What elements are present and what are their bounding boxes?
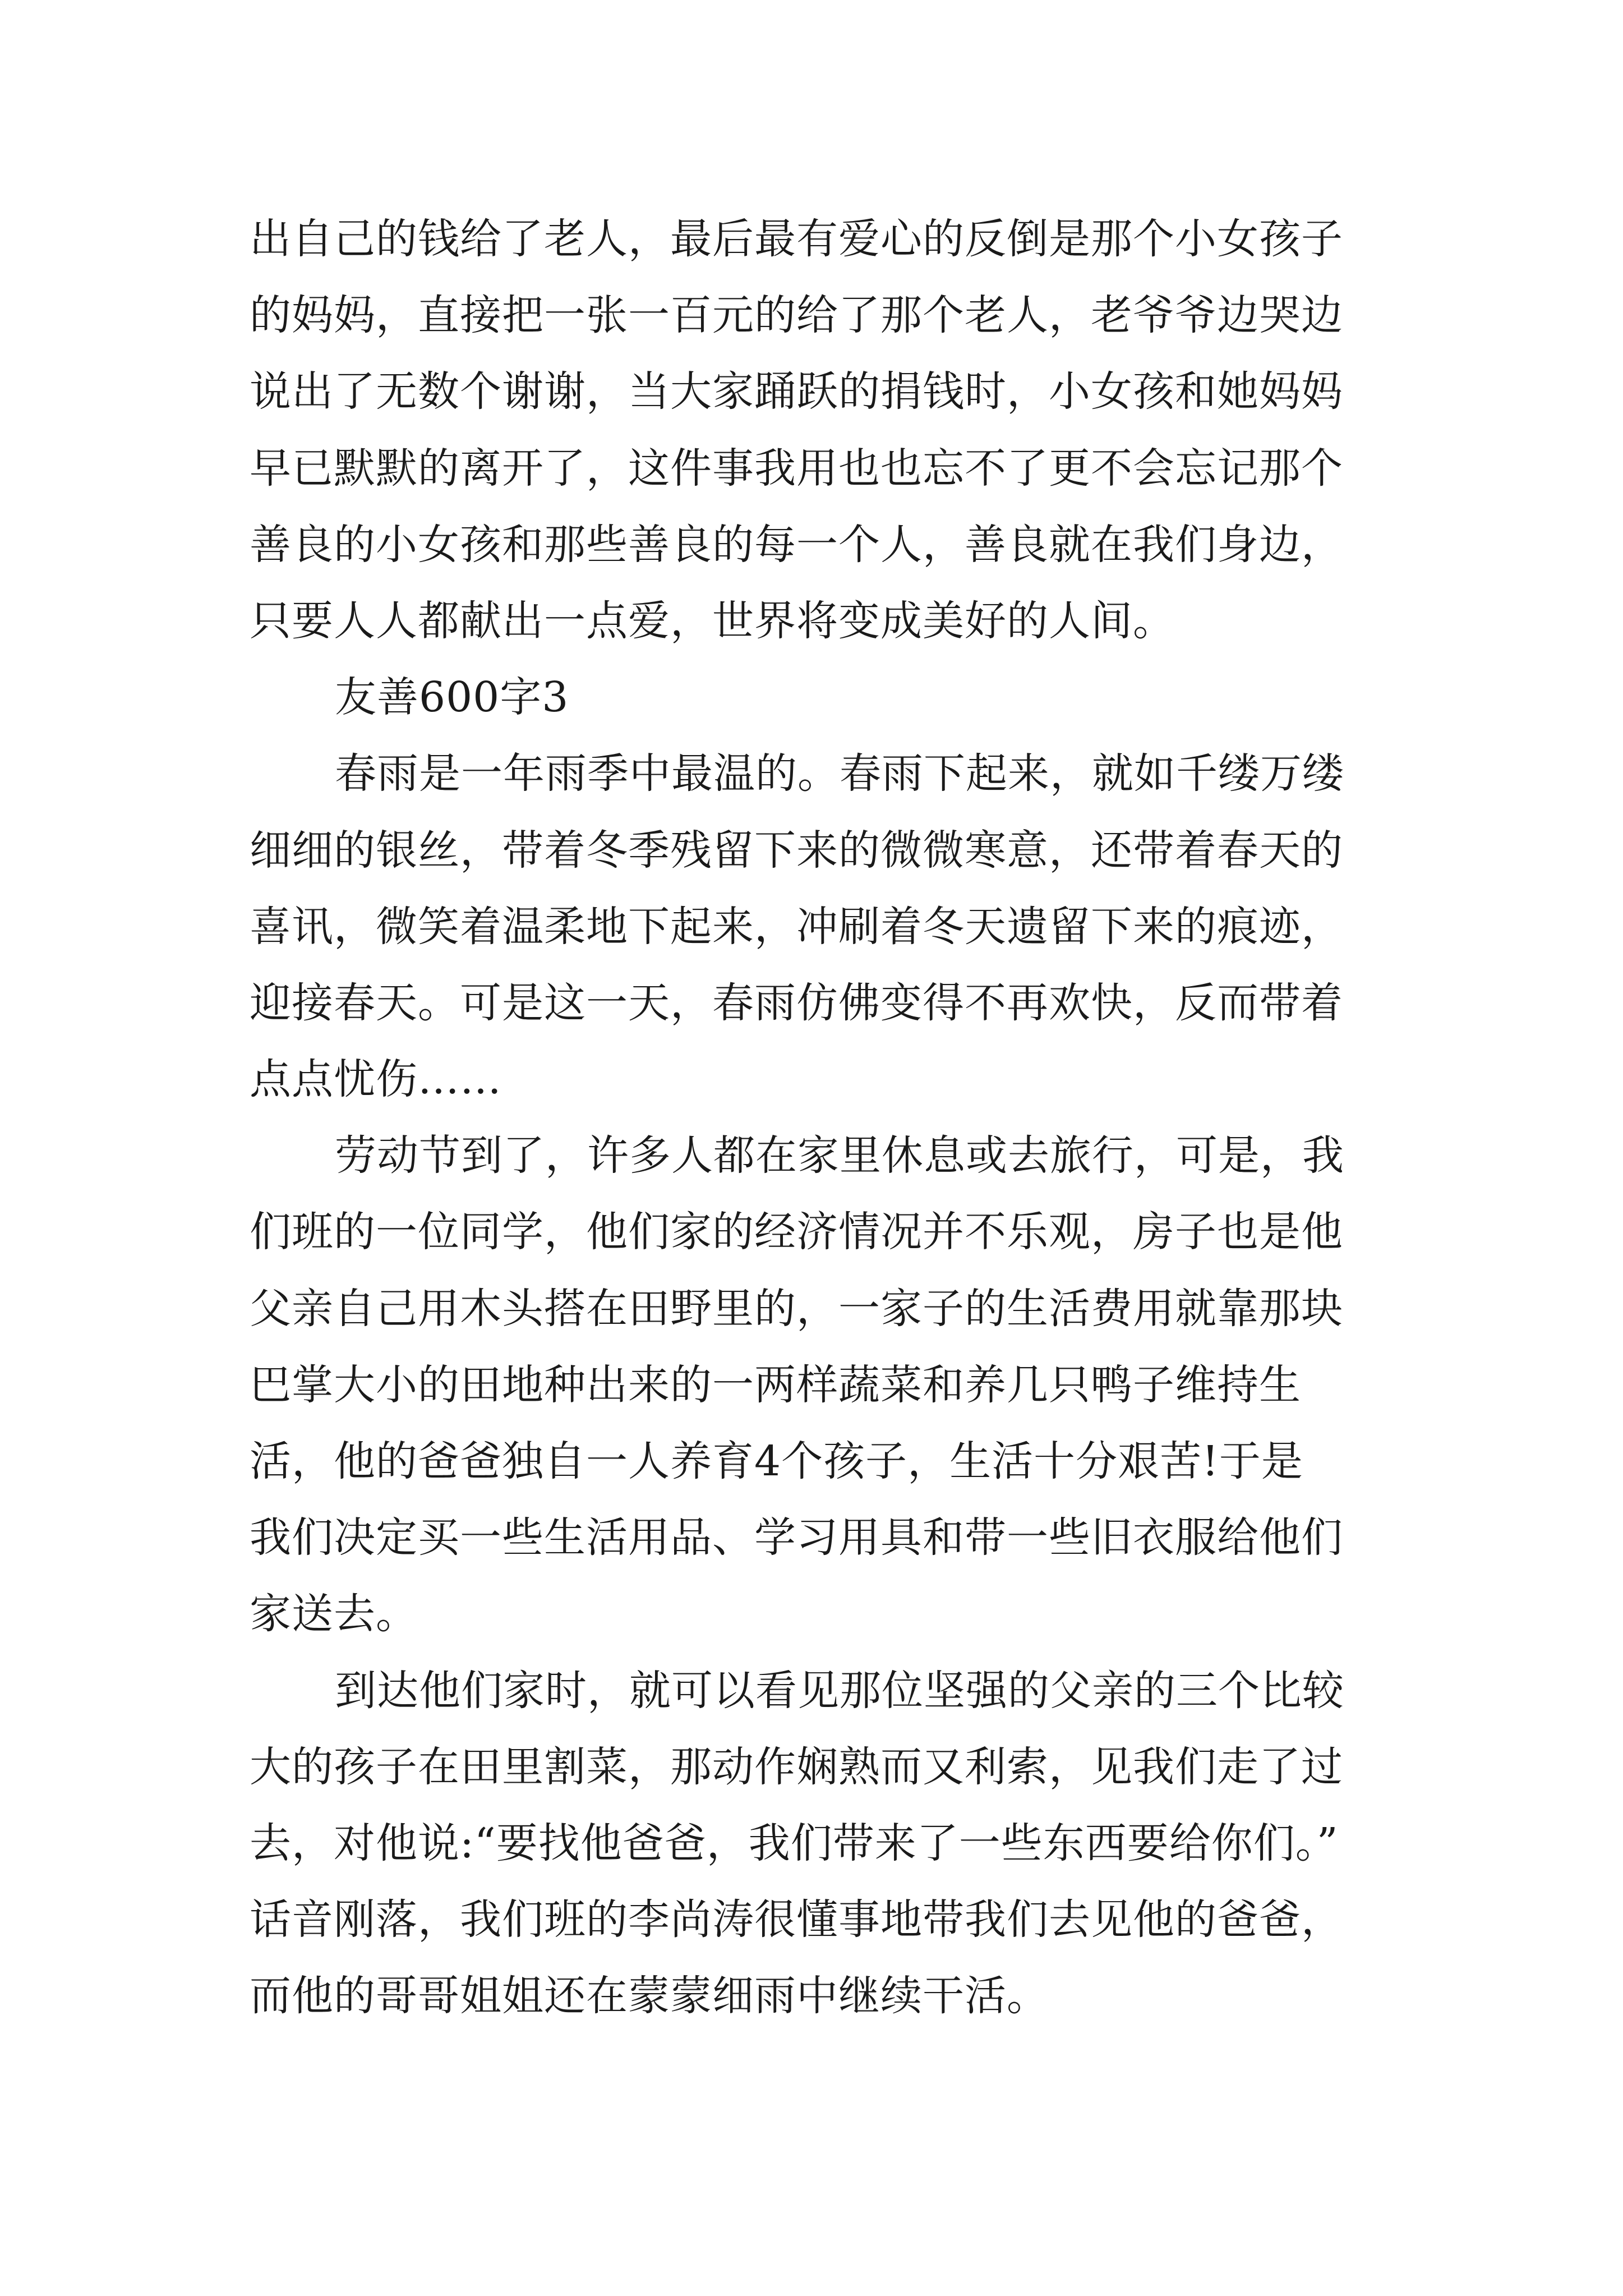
text-line: 们班的一位同学，他们家的经济情况并不乐观，房子也是他 bbox=[250, 1208, 1343, 1257]
text-line: 我们决定买一些生活用品、学习用具和带一些旧衣服给他们 bbox=[250, 1513, 1343, 1562]
text-line: 迎接春天。可是这一天，春雨仿佛变得不再欢快，反而带着 bbox=[250, 978, 1343, 1027]
text-line: 话音刚落，我们班的李尚涛很懂事地带我们去见他的爸爸， bbox=[250, 1895, 1343, 1944]
text-line: 细细的银丝，带着冬季残留下来的微微寒意，还带着春天的 bbox=[250, 826, 1343, 875]
text-line: 劳动节到了，许多人都在家里休息或去旅行，可是，我 bbox=[335, 1131, 1344, 1180]
text-line: 只要人人都献出一点爱，世界将变成美好的人间。 bbox=[250, 596, 1175, 645]
body-text bbox=[250, 201, 1427, 2035]
text-line: 出自己的钱给了老人，最后最有爱心的反倒是那个小女孩子 bbox=[250, 215, 1343, 263]
text-line: 喜讯，微笑着温柔地下起来，冲刷着冬天遗留下来的痕迹， bbox=[250, 902, 1343, 951]
text-line: 父亲自己用木头搭在田野里的，一家子的生活费用就靠那块 bbox=[250, 1284, 1343, 1333]
text-line: 去，对他说:“要找他爸爸，我们带来了一些东西要给你们。” bbox=[250, 1819, 1339, 1867]
text-line: 家送去。 bbox=[250, 1590, 418, 1639]
text-line: 活，他的爸爸独自一人养育4个孩子，生活十分艰苦!于是 bbox=[250, 1437, 1303, 1485]
text-line: 大的孩子在田里割菜，那动作娴熟而又利索，见我们走了过 bbox=[250, 1742, 1343, 1791]
text-line: 而他的哥哥姐姐还在蒙蒙细雨中继续干活。 bbox=[250, 1972, 1049, 2021]
text-line: 春雨是一年雨季中最温的。春雨下起来，就如千缕万缕 bbox=[335, 749, 1344, 798]
text-line: 早已默默的离开了，这件事我用也也忘不了更不会忘记那个 bbox=[250, 444, 1343, 493]
text-line: 的妈妈，直接把一张一百元的给了那个老人，老爷爷边哭边 bbox=[250, 291, 1343, 340]
text-line: 到达他们家时，就可以看见那位坚强的父亲的三个比较 bbox=[335, 1666, 1344, 1715]
text-line: 说出了无数个谢谢，当大家踊跃的捐钱时，小女孩和她妈妈 bbox=[250, 367, 1343, 416]
text-line: 善良的小女孩和那些善良的每一个人，善良就在我们身边， bbox=[250, 520, 1343, 569]
section-heading: 友善600字3 bbox=[335, 673, 569, 722]
text-line: 巴掌大小的田地种出来的一两样蔬菜和养几只鸭子维持生 bbox=[250, 1360, 1301, 1409]
text-line: 点点忧伤…… bbox=[250, 1055, 502, 1104]
